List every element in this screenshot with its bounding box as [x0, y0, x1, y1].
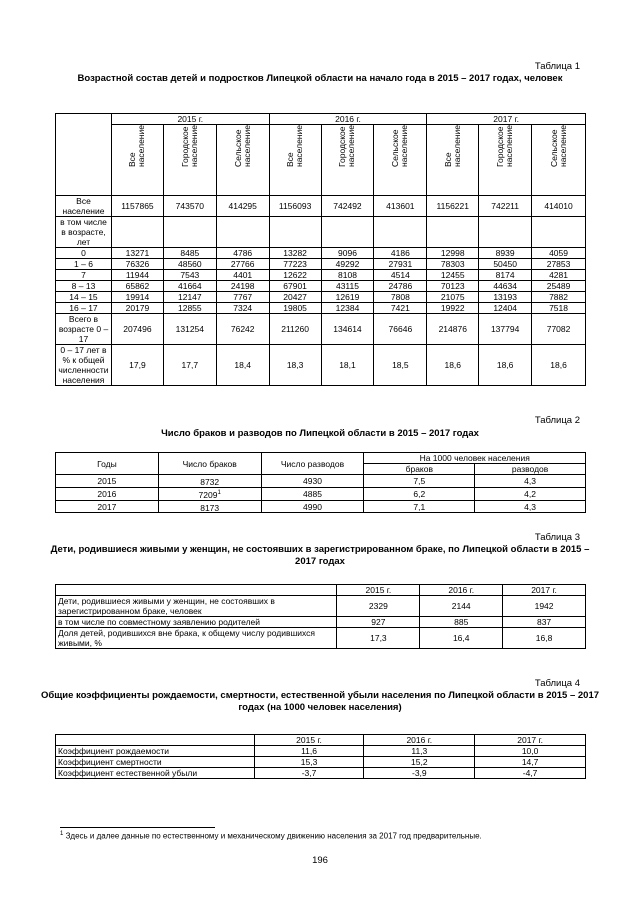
t4-year: 2015 г.	[254, 735, 364, 746]
t2-year: 2017	[56, 500, 159, 513]
table3	[55, 584, 586, 649]
t1-subcol-label	[337, 125, 357, 167]
t1-cell: 18,1	[321, 345, 374, 386]
table4	[55, 734, 586, 779]
t1-subcol-line: Сельское	[390, 129, 401, 167]
table-row	[56, 617, 586, 628]
t1-cell: 65862	[111, 281, 163, 292]
t1-cell: 76326	[111, 259, 163, 270]
t4-row-label: Коэффициент рождаемости	[56, 746, 255, 757]
t1-subcol-line: Городское	[337, 126, 348, 167]
t1-subcol-line: население	[451, 125, 462, 167]
t4-cell: 15,2	[364, 757, 475, 768]
t1-cell: 17,9	[111, 345, 163, 386]
table4-corner	[56, 735, 255, 746]
t1-subcol-header	[163, 125, 216, 196]
t1-cell: 8174	[479, 270, 532, 281]
t1-subcol-line: население	[346, 125, 357, 167]
t2-divorce-rate: 4,2	[475, 487, 586, 500]
table-row	[56, 259, 586, 270]
table2-title: Число браков и разводов по Липецкой области в 2015 – 2017 годах	[161, 428, 479, 439]
t2-year: 2016	[56, 487, 159, 500]
table-row	[56, 500, 586, 513]
t2-h-marriages-rate: браков	[364, 464, 475, 475]
t1-cell	[163, 217, 216, 248]
t1-subcol-label	[179, 125, 199, 167]
t2-marriages-value: 8173	[200, 502, 220, 513]
t2-divorce-rate: 4,3	[475, 475, 586, 488]
t1-cell: 20179	[111, 303, 163, 314]
t1-cell: 4059	[532, 248, 586, 259]
t1-cell: 50450	[479, 259, 532, 270]
table1-label: Таблица 1	[534, 61, 580, 72]
table-row	[56, 292, 586, 303]
table-row	[56, 196, 586, 217]
t1-row-label: 0	[56, 248, 112, 259]
t3-cell: 1942	[503, 596, 586, 617]
t1-cell: 742492	[321, 196, 374, 217]
t1-cell: 13193	[479, 292, 532, 303]
t1-cell: 12147	[163, 292, 216, 303]
t3-cell: 927	[337, 617, 420, 628]
t1-cell: 27931	[374, 259, 427, 270]
t1-cell: 7543	[163, 270, 216, 281]
t1-subcol-header	[374, 125, 427, 196]
footnote-text: Здесь и далее данные по естественному и механическому движению населения за 2017 год предварительные.	[65, 831, 482, 841]
t1-cell: 19805	[269, 303, 321, 314]
t1-cell: 48560	[163, 259, 216, 270]
t1-cell: 67901	[269, 281, 321, 292]
t4-cell: 11,6	[254, 746, 364, 757]
t4-cell: 15,3	[254, 757, 364, 768]
t1-cell: 214876	[427, 314, 479, 345]
t1-row-label: 8 – 13	[56, 281, 112, 292]
t1-cell	[532, 217, 586, 248]
table-row	[56, 475, 586, 488]
t1-cell	[321, 217, 374, 248]
t1-subcol-line: Городское	[179, 126, 190, 167]
t2-marriage-rate: 6,2	[364, 487, 475, 500]
t3-row-label: Дети, родившиеся живыми у женщин, не состоявших в зарегистрированном браке, человек	[56, 596, 337, 617]
t1-cell: 41664	[163, 281, 216, 292]
t1-cell: 134614	[321, 314, 374, 345]
t2-divorces: 4930	[261, 475, 364, 488]
t1-subcol-label	[442, 125, 462, 167]
t1-cell: 7767	[216, 292, 269, 303]
t1-cell: 18,5	[374, 345, 427, 386]
t4-cell: -3,7	[254, 768, 364, 779]
table-row	[56, 746, 586, 757]
t1-row-label: 0 – 17 лет в % к общей численности населения	[56, 345, 112, 386]
t1-cell: 207496	[111, 314, 163, 345]
t1-cell: 18,6	[479, 345, 532, 386]
footnote	[60, 831, 482, 841]
table2	[55, 452, 586, 513]
t1-cell: 18,6	[532, 345, 586, 386]
t2-marriages-value: 8732	[200, 476, 220, 487]
t1-cell: 12384	[321, 303, 374, 314]
t1-cell: 12998	[427, 248, 479, 259]
table-row	[56, 345, 586, 386]
t2-footnote-ref: 1	[217, 489, 221, 496]
t3-cell: 2144	[420, 596, 503, 617]
t1-cell: 20427	[269, 292, 321, 303]
t1-subcol-label	[232, 125, 252, 167]
t4-cell: 10,0	[475, 746, 586, 757]
table1-title: Возрастной состав детей и подростков Липецкой области на начало года в 2015 – 2017 годах, человек	[77, 73, 563, 84]
t1-cell: 13282	[269, 248, 321, 259]
table4-title: Общие коэффициенты рождаемости, смертности, естественной убыли населения по Липецкой области в 2015 – 2017 годах (на 1000 человек населения)	[40, 690, 600, 713]
t1-cell: 24786	[374, 281, 427, 292]
t1-subcol-line: население	[241, 125, 252, 167]
table3-title: Дети, родившиеся живыми у женщин, не состоявших в зарегистрированном браке, по Липецкой области в 2015 – 2017 годах	[50, 544, 590, 567]
t1-cell: 7808	[374, 292, 427, 303]
t2-h-marriages: Число браков	[158, 453, 261, 475]
t4-cell: 14,7	[475, 757, 586, 768]
t1-cell: 24198	[216, 281, 269, 292]
t2-marriages-value: 7209	[198, 489, 218, 500]
table3-corner	[56, 585, 337, 596]
t4-cell: 11,3	[364, 746, 475, 757]
t1-subcol-line: Сельское	[232, 129, 243, 167]
table2-label: Таблица 2	[534, 415, 580, 426]
t1-subcol-header	[111, 125, 163, 196]
t1-subcol-label	[390, 125, 410, 167]
t1-cell: 76646	[374, 314, 427, 345]
t2-marriages	[158, 487, 261, 500]
t1-subcol-line: население	[504, 125, 515, 167]
t1-cell	[479, 217, 532, 248]
t2-divorces: 4990	[261, 500, 364, 513]
t1-cell: 18,4	[216, 345, 269, 386]
t2-year: 2015	[56, 475, 159, 488]
t1-cell: 13271	[111, 248, 163, 259]
t4-row-label: Коэффициент смертности	[56, 757, 255, 768]
table-row	[56, 281, 586, 292]
t4-row-label: Коэффициент естественной убыли	[56, 768, 255, 779]
t1-subcol-label	[495, 125, 515, 167]
t3-year: 2017 г.	[503, 585, 586, 596]
t1-row-label: 14 – 15	[56, 292, 112, 303]
t1-cell: 77223	[269, 259, 321, 270]
table-row	[56, 487, 586, 500]
t1-cell: 11944	[111, 270, 163, 281]
t1-subcol-line: Все	[127, 152, 138, 167]
t2-h-divorces: Число разводов	[261, 453, 364, 475]
page-number: 196	[312, 855, 328, 866]
t1-subcol-header	[321, 125, 374, 196]
t2-h-per1000: На 1000 человек населения	[364, 453, 586, 464]
t1-subcol-label	[127, 125, 147, 167]
t1-cell: 18,3	[269, 345, 321, 386]
t1-subcol-header	[269, 125, 321, 196]
t1-subcol-line: Сельское	[548, 129, 559, 167]
t1-year: 2016 г.	[269, 114, 427, 125]
t1-cell: 1156093	[269, 196, 321, 217]
t1-cell: 7518	[532, 303, 586, 314]
t1-cell	[216, 217, 269, 248]
table3-label: Таблица 3	[534, 532, 580, 543]
t2-divorce-rate: 4,3	[475, 500, 586, 513]
t4-cell: -3,9	[364, 768, 475, 779]
t1-subcol-line: население	[294, 125, 305, 167]
table1-corner	[56, 114, 112, 196]
table-row	[56, 248, 586, 259]
t1-cell: 44634	[479, 281, 532, 292]
t1-cell: 70123	[427, 281, 479, 292]
t1-cell: 4281	[532, 270, 586, 281]
t1-cell: 49292	[321, 259, 374, 270]
t1-subcol-header	[532, 125, 586, 196]
t1-cell	[427, 217, 479, 248]
t1-row-label: в том числе в возрасте, лет	[56, 217, 112, 248]
t1-cell: 12455	[427, 270, 479, 281]
t1-cell: 8108	[321, 270, 374, 281]
t1-cell: 1157865	[111, 196, 163, 217]
t1-cell: 743570	[163, 196, 216, 217]
t3-cell: 16,4	[420, 628, 503, 649]
t4-cell: -4,7	[475, 768, 586, 779]
table-row	[56, 217, 586, 248]
t1-subcol-line: население	[188, 125, 199, 167]
t1-cell: 19914	[111, 292, 163, 303]
t1-cell: 19922	[427, 303, 479, 314]
t1-cell: 25489	[532, 281, 586, 292]
t3-cell: 17,3	[337, 628, 420, 649]
t1-cell: 1156221	[427, 196, 479, 217]
t1-cell: 76242	[216, 314, 269, 345]
t1-cell: 211260	[269, 314, 321, 345]
t1-row-label: Всего в возрасте 0 – 17	[56, 314, 112, 345]
t3-cell: 16,8	[503, 628, 586, 649]
t1-cell: 414295	[216, 196, 269, 217]
t3-cell: 885	[420, 617, 503, 628]
t1-cell: 414010	[532, 196, 586, 217]
t1-cell	[111, 217, 163, 248]
t1-subcol-line: население	[399, 125, 410, 167]
t1-year: 2015 г.	[111, 114, 269, 125]
t1-cell: 131254	[163, 314, 216, 345]
t1-cell: 7421	[374, 303, 427, 314]
t1-cell: 27766	[216, 259, 269, 270]
table4-label: Таблица 4	[534, 678, 580, 689]
t1-subcol-line: население	[557, 125, 568, 167]
t1-cell: 7882	[532, 292, 586, 303]
t3-year: 2015 г.	[337, 585, 420, 596]
t1-subcol-line: Городское	[495, 126, 506, 167]
t1-subcol-line: население	[136, 125, 147, 167]
t3-row-label: в том числе по совместному заявлению родителей	[56, 617, 337, 628]
t1-subcol-header	[216, 125, 269, 196]
t1-subcol-line: Все	[285, 152, 296, 167]
t1-row-label: 7	[56, 270, 112, 281]
t1-row-label: 1 – 6	[56, 259, 112, 270]
t1-subcol-label	[285, 125, 305, 167]
t1-subcol-header	[479, 125, 532, 196]
footnote-divider	[60, 827, 215, 828]
t1-subcol-label	[548, 125, 568, 167]
t3-cell: 2329	[337, 596, 420, 617]
t3-row-label: Доля детей, родившихся вне брака, к общему числу родившихся живыми, %	[56, 628, 337, 649]
footnote-mark: 1	[60, 831, 64, 837]
t1-cell: 4186	[374, 248, 427, 259]
table-row	[56, 757, 586, 768]
t2-marriages	[158, 500, 261, 513]
table1	[55, 113, 586, 386]
table-row	[56, 768, 586, 779]
t1-cell	[269, 217, 321, 248]
t1-cell: 4786	[216, 248, 269, 259]
t1-cell: 742211	[479, 196, 532, 217]
t1-subcol-line: Все	[442, 152, 453, 167]
t2-h-years: Годы	[56, 453, 159, 475]
t1-cell: 78303	[427, 259, 479, 270]
t2-h-divorces-rate: разводов	[475, 464, 586, 475]
t1-row-label: Все население	[56, 196, 112, 217]
t1-cell: 8939	[479, 248, 532, 259]
t1-row-label: 16 – 17	[56, 303, 112, 314]
table-row	[56, 628, 586, 649]
t1-cell: 43115	[321, 281, 374, 292]
t1-cell: 18,6	[427, 345, 479, 386]
t4-year: 2017 г.	[475, 735, 586, 746]
t3-year: 2016 г.	[420, 585, 503, 596]
t2-marriages	[158, 475, 261, 488]
t2-divorces: 4885	[261, 487, 364, 500]
t1-cell: 27853	[532, 259, 586, 270]
t3-cell: 837	[503, 617, 586, 628]
table-row	[56, 596, 586, 617]
t1-subcol-header	[427, 125, 479, 196]
t1-cell: 4401	[216, 270, 269, 281]
t1-cell: 7324	[216, 303, 269, 314]
t1-year: 2017 г.	[427, 114, 586, 125]
t4-year: 2016 г.	[364, 735, 475, 746]
t1-cell: 8485	[163, 248, 216, 259]
t1-cell: 137794	[479, 314, 532, 345]
table-row	[56, 303, 586, 314]
t1-cell: 21075	[427, 292, 479, 303]
t1-cell: 4514	[374, 270, 427, 281]
table-row	[56, 314, 586, 345]
t1-cell	[374, 217, 427, 248]
t2-marriage-rate: 7,1	[364, 500, 475, 513]
t1-cell: 12855	[163, 303, 216, 314]
table-row	[56, 270, 586, 281]
t1-cell: 77082	[532, 314, 586, 345]
t2-marriage-rate: 7,5	[364, 475, 475, 488]
t1-cell: 9096	[321, 248, 374, 259]
t1-cell: 12619	[321, 292, 374, 303]
t1-cell: 12404	[479, 303, 532, 314]
t1-cell: 12622	[269, 270, 321, 281]
t1-cell: 17,7	[163, 345, 216, 386]
t1-cell: 413601	[374, 196, 427, 217]
